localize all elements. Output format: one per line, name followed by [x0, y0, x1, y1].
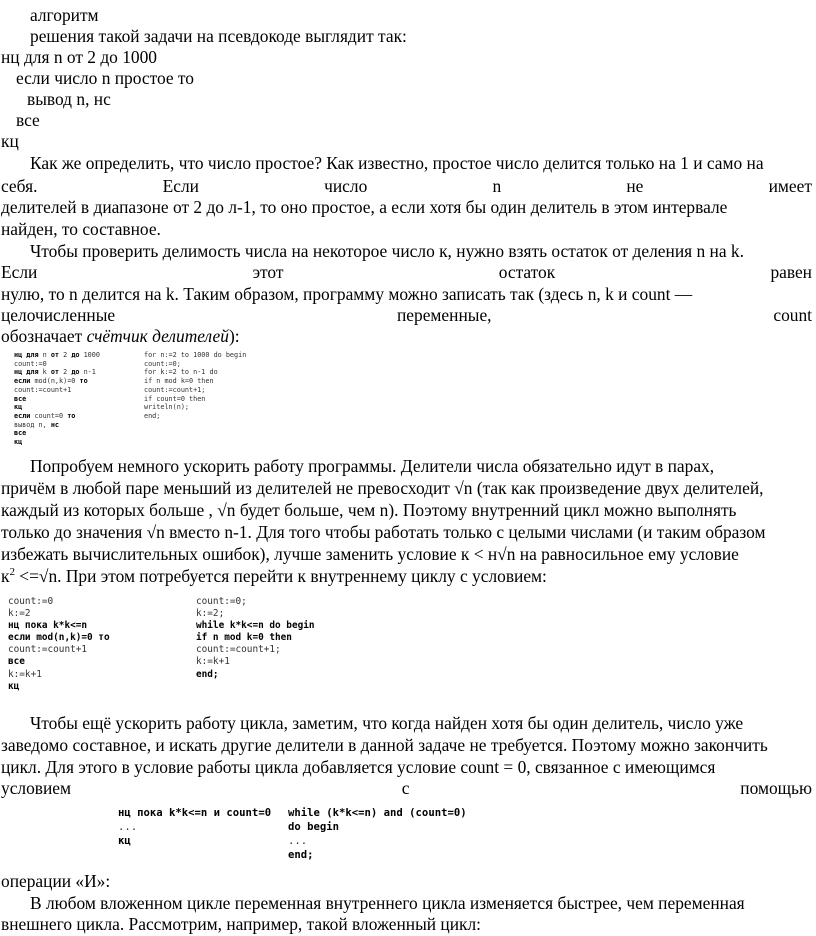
p1-word: не [626, 176, 644, 196]
p1-word: имеет [768, 176, 812, 196]
p2-word: целочисленные [1, 305, 116, 325]
p4-line-1: Чтобы ещё ускорить работу цикла, заметим, что когда найден хотя бы один делитель, число уже [30, 713, 744, 733]
p2-word: Если [1, 262, 38, 282]
p1-word: n [492, 176, 502, 196]
p1-line-4: найден, то составное. [1, 219, 161, 239]
p3-line-3: каждый из которых больше , √n будет больше, чем n). Поэтому внутренний цикл можно выполнять [1, 500, 737, 520]
p1-line-2 [1, 175, 812, 197]
p2-word: count [773, 305, 812, 325]
pseudo-line-5: кц [1, 131, 19, 151]
code-listing-1-pseudo: нц для n от 2 до 1000 count:=0 нц для k от 2 до n-1 если mod(n,k)=0 то count:=count+1 все кц если count=0 то вывод n, нс все кц [14, 351, 100, 447]
p4-line-3: цикл. Для этого в условие работы цикла добавляется условие count = 0, связанное с имеющимся [1, 757, 716, 777]
counter-term: счётчик делителей [86, 326, 229, 346]
p3-line-6: $к^2 <=√n$. При этом потребуется перейти к внутреннему циклу с условием: [1, 566, 547, 586]
pseudo-line-3: вывод n, нс [27, 89, 111, 109]
intro-line-1: алгоритм [30, 5, 99, 25]
p2-word: переменные, [396, 305, 492, 325]
p5-line-2: В любом вложенном цикле переменная внутреннего цикла изменяется быстрее, чем переменная [30, 893, 745, 913]
p2-word: этот [252, 262, 284, 282]
p2-line-3: нулю, то n делится на k. Таким образом, программу можно записать так (здесь n, k и count — [1, 284, 693, 304]
p3-line-2: причём в любой паре меньший из делителей не превосходит √n (так как произведение двух делителей, [1, 478, 764, 498]
pseudo-line-4: все [16, 110, 40, 130]
code-listing-2-pascal: count:=0; k:=2; while k*k<=n do begin if n mod k=0 then count:=count+1; k:=k+1 end; [196, 596, 315, 680]
p2-line-1: Чтобы проверить делимость числа на некоторое число к, нужно взять остаток от деления n на k. [30, 241, 744, 261]
p2-word: остаток [498, 262, 556, 282]
p3-line-4: только до значения √n вместо n-1. Для того чтобы работать только с целыми числами (и таким образом [1, 522, 766, 542]
p1-word: себя. [1, 176, 38, 196]
p4-word: помощью [740, 778, 812, 798]
p5-line-1: операции «И»: [1, 871, 111, 891]
p4-word: условием [1, 778, 72, 798]
code-listing-3-pseudo: нц пока k*k<=n и count=0 ... кц [118, 807, 272, 847]
code-listing-1-pascal: for n:=2 to 1000 do begin count:=0; for k:=2 to n-1 do if n mod k=0 then count:=count+1; if count=0 then writeln(n); end; [144, 351, 247, 420]
intro-line-2: решения такой задачи на псевдокоде выглядит так: [30, 26, 407, 46]
p2-line-4 [1, 304, 812, 326]
p1-line-3: делителей в диапазоне от 2 до л-1, то оно простое, а если хотя бы один делитель в этом интервале [1, 197, 728, 217]
code-listing-3-pascal: while (k*k<=n) and (count=0) do begin ... end; [288, 807, 467, 861]
p2-line-2 [1, 261, 812, 283]
p2-word: равен [770, 262, 812, 282]
p3-line-1: Попробуем немного ускорить работу программы. Делители числа обязательно идут в парах, [30, 456, 715, 476]
p4-line-2: заведомо составное, и искать другие делители в данной задаче не требуется. Поэтому можно закончить [1, 735, 768, 755]
p3-line-5: избежать вычислительных ошибок), лучше заменить условие к < н√n на равносильное ему условие [1, 544, 739, 564]
p2-line-5: обозначает счётчик делителей): [1, 326, 240, 346]
p5-line-3: внешнего цикла. Рассмотрим, например, такой вложенный цикл: [1, 914, 481, 934]
pseudo-line-1: нц для n от 2 до 1000 [1, 47, 158, 67]
pseudo-line-2: если число n простое то [16, 68, 194, 88]
p4-word: с [401, 778, 410, 798]
p4-line-4 [1, 777, 812, 799]
p1-line-1: Как же определить, что число простое? Как известно, простое число делится только на 1 и само на [30, 153, 764, 173]
code-listing-2-pseudo: count:=0 k:=2 нц пока k*k<=n если mod(n,k)=0 то count:=count+1 все k:=k+1 кц [8, 596, 110, 692]
p1-word: число [324, 176, 368, 196]
p1-word: Если [162, 176, 199, 196]
